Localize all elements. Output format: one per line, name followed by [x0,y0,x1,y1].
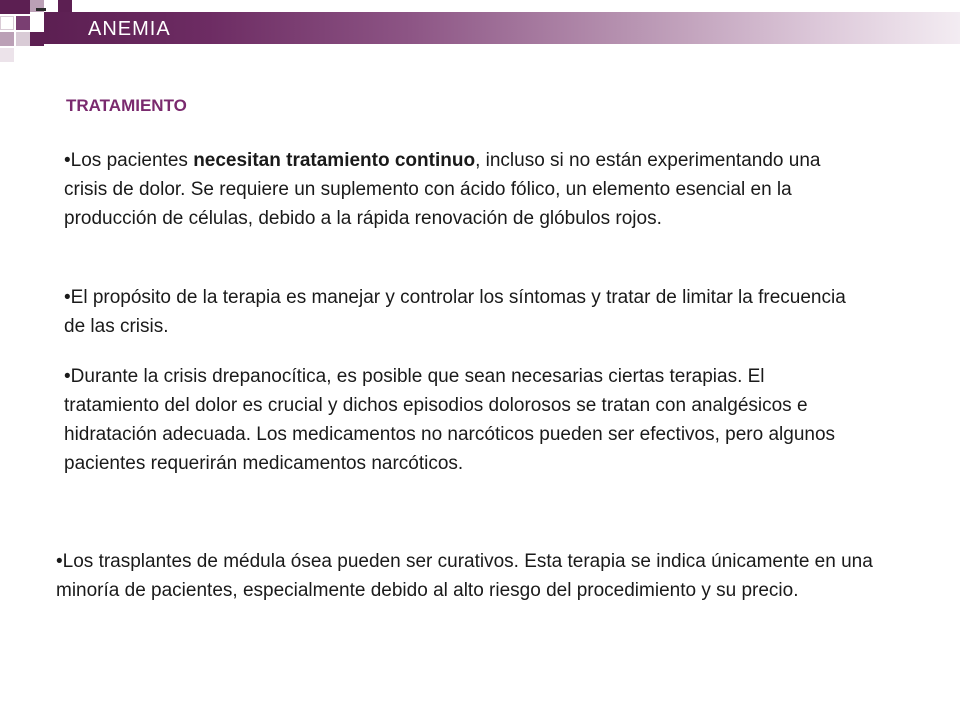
bullet-paragraph-1 [64,146,864,233]
header-banner [44,12,960,44]
p3-text: Durante la crisis drepanocítica, es posible que sean necesarias ciertas terapias. El tratamiento del dolor es crucial y dichos episodios dolorosos se tratan con analgésicos e hidratación adecuada. Los medicamentos no narcóticos pueden ser efectivos, pero algunos pacientes requerirán medicamentos narcóticos. [64,366,836,474]
bullet-icon: • [64,150,71,171]
bullet-paragraph-4 [56,547,896,605]
decor-square [58,0,72,12]
section-title: TRATAMIENTO [66,96,187,115]
bullet-icon: • [64,366,71,387]
p1-text-after: , incluso si no están experimentando una crisis de dolor. Se requiere un suplemento con ácido fólico, un elemento esencial en la producción de células, debido a la rápida renovación de glóbulos rojos. [64,150,821,229]
decor-square [0,48,14,62]
slide-header-title: ANEMIA [88,18,171,40]
p1-text-bold: necesitan tratamiento continuo [193,150,476,171]
decor-square [0,32,14,46]
decor-square [0,16,14,30]
decor-dash [36,8,46,11]
decor-square [0,0,30,14]
p4-text: Los trasplantes de médula ósea pueden ser curativos. Esta terapia se indica únicamente en una minoría de pacientes, especialmente debido al alto riesgo del procedimiento y su precio. [56,551,873,601]
bullet-paragraph-2 [64,283,864,341]
bullet-paragraph-3 [64,362,864,478]
bullet-icon: • [56,551,63,572]
p1-text-before: Los pacientes [70,150,194,171]
bullet-icon: • [64,287,71,308]
decor-square [16,32,30,46]
decor-square [16,16,30,30]
decor-square [30,32,44,46]
decor-square [30,16,44,30]
p2-text: El propósito de la terapia es manejar y controlar los síntomas y tratar de limitar la frecuencia de las crisis. [64,287,846,337]
decor-square [44,0,58,12]
